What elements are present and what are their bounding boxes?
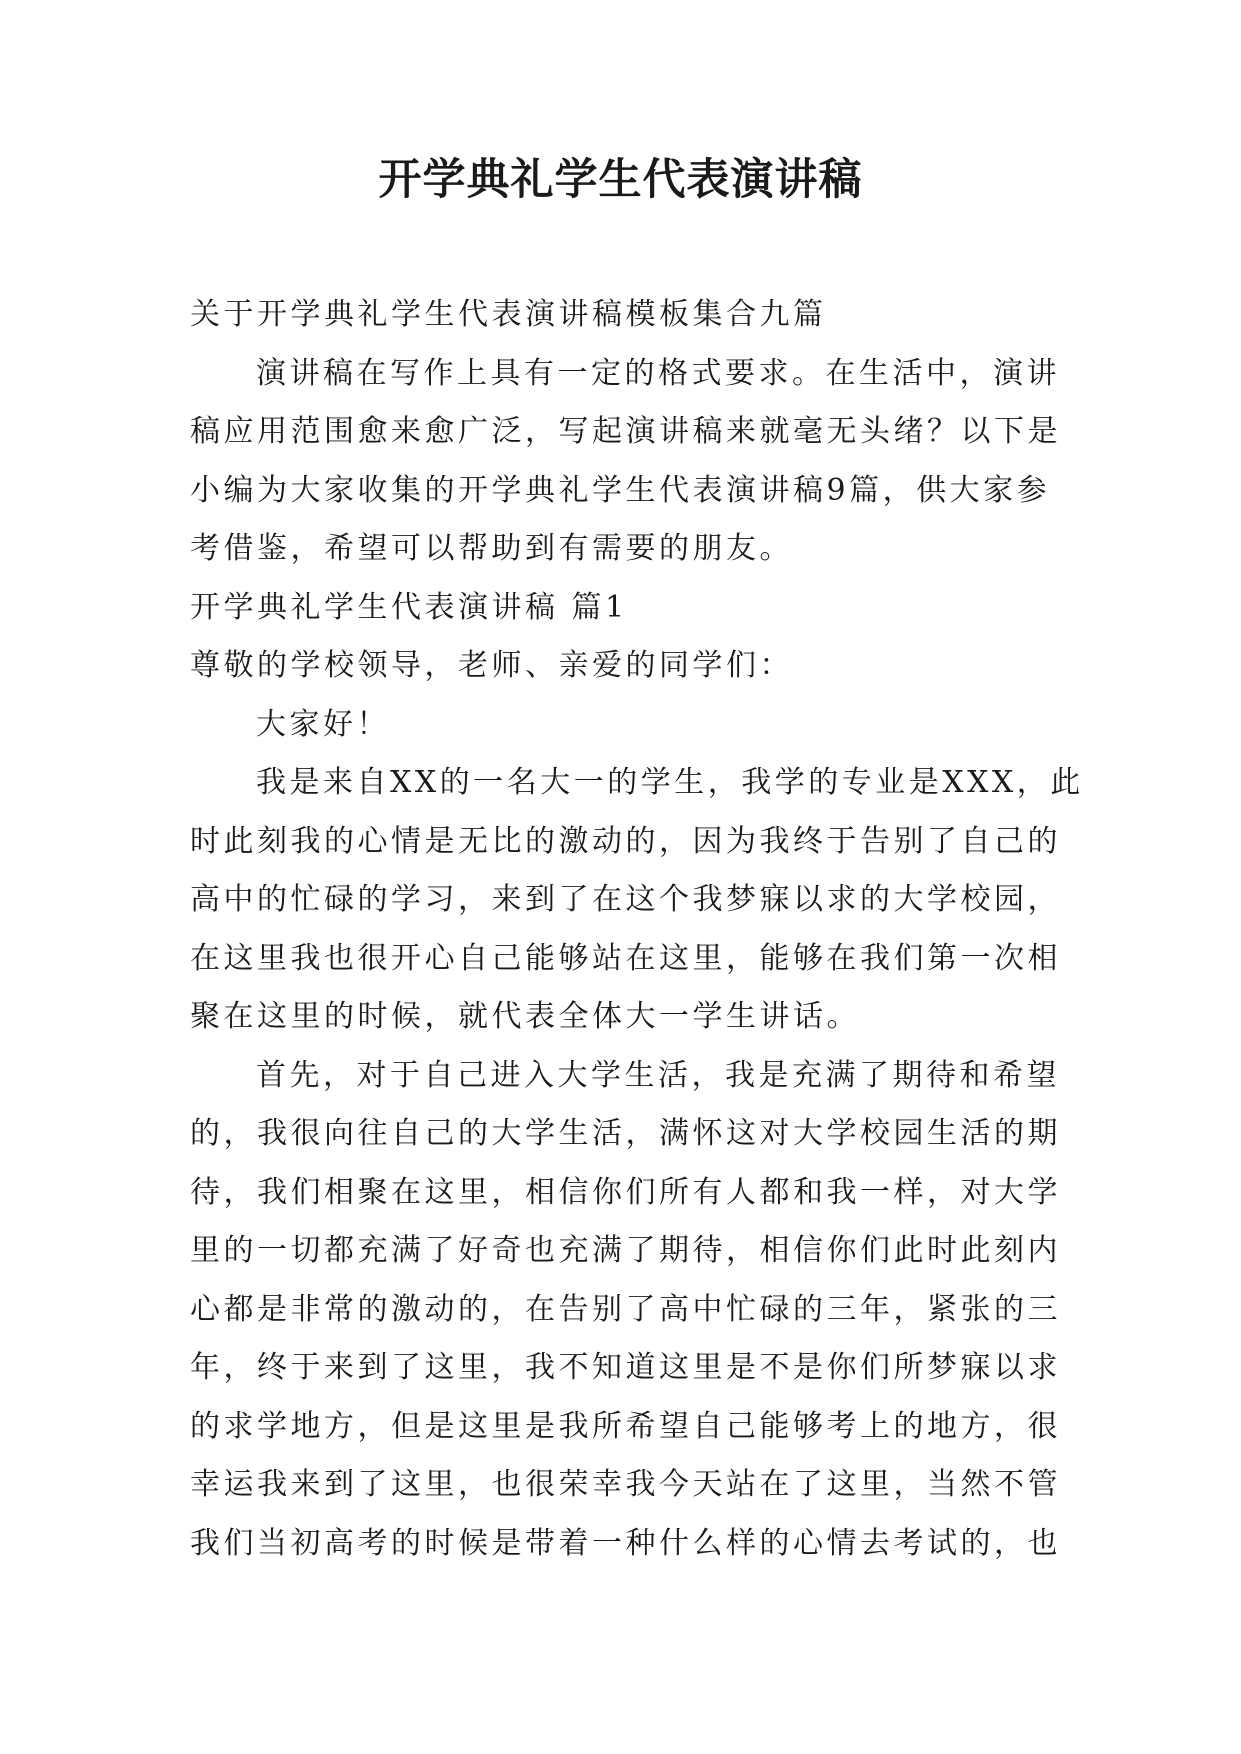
text-line: 我们当初高考的时候是带着一种什么样的心情去考试的，也 [190,1525,1061,1561]
text-line: 年，终于来到了这里，我不知道这里是不是你们所梦寐以求 [190,1350,1061,1385]
text-line: 里的一切都充满了好奇也充满了期待，相信你们此时此刻内 [190,1233,1061,1268]
text-line: 演讲稿在写作上具有一定的格式要求。在生活中，演讲 [256,355,1060,391]
text-line: 心都是非常的激动的，在告别了高中忙碌的三年，紧张的三 [190,1291,1061,1327]
text-line: 小编为大家收集的开学典礼学生代表演讲稿9篇，供大家参 [190,472,1051,508]
text-line: 高中的忙碌的学习，来到了在这个我梦寐以求的大学校园， [190,882,1061,917]
text-line: 尊敬的学校领导，老师、亲爱的同学们： [190,648,793,683]
document-body [190,286,1084,1573]
text-line: 聚在这里的时候，就代表全体大一学生讲话。 [190,999,860,1034]
document-title: 开学典礼学生代表演讲稿 [378,155,863,205]
text-line: 开学典礼学生代表演讲稿 篇1 [190,589,628,625]
text-line: 待，我们相聚在这里，相信你们所有人都和我一样，对大学 [190,1174,1061,1210]
text-line: 关于开学典礼学生代表演讲稿模板集合九篇 [190,297,827,332]
text-line: 在这里我也很开心自己能够站在这里，能够在我们第一次相 [190,940,1061,976]
text-line: 稿应用范围愈来愈广泛，写起演讲稿来就毫无头绪？以下是 [190,414,1061,449]
text-line: 首先，对于自己进入大学生活，我是充满了期待和希望 [256,1057,1060,1093]
text-line: 大家好！ [256,706,390,742]
text-line: 我是来自XX的一名大一的学生，我学的专业是XXX，此 [256,765,1084,800]
text-line: 的求学地方，但是这里是我所希望自己能够考上的地方，很 [190,1408,1061,1444]
text-line: 考借鉴，希望可以帮助到有需要的朋友。 [190,531,793,566]
text-line: 时此刻我的心情是无比的激动的，因为我终于告别了自己的 [190,823,1061,859]
text-line: 的，我很向往自己的大学生活，满怀这对大学校园生活的期 [190,1116,1061,1151]
text-line: 幸运我来到了这里，也很荣幸我今天站在了这里，当然不管 [190,1467,1061,1502]
